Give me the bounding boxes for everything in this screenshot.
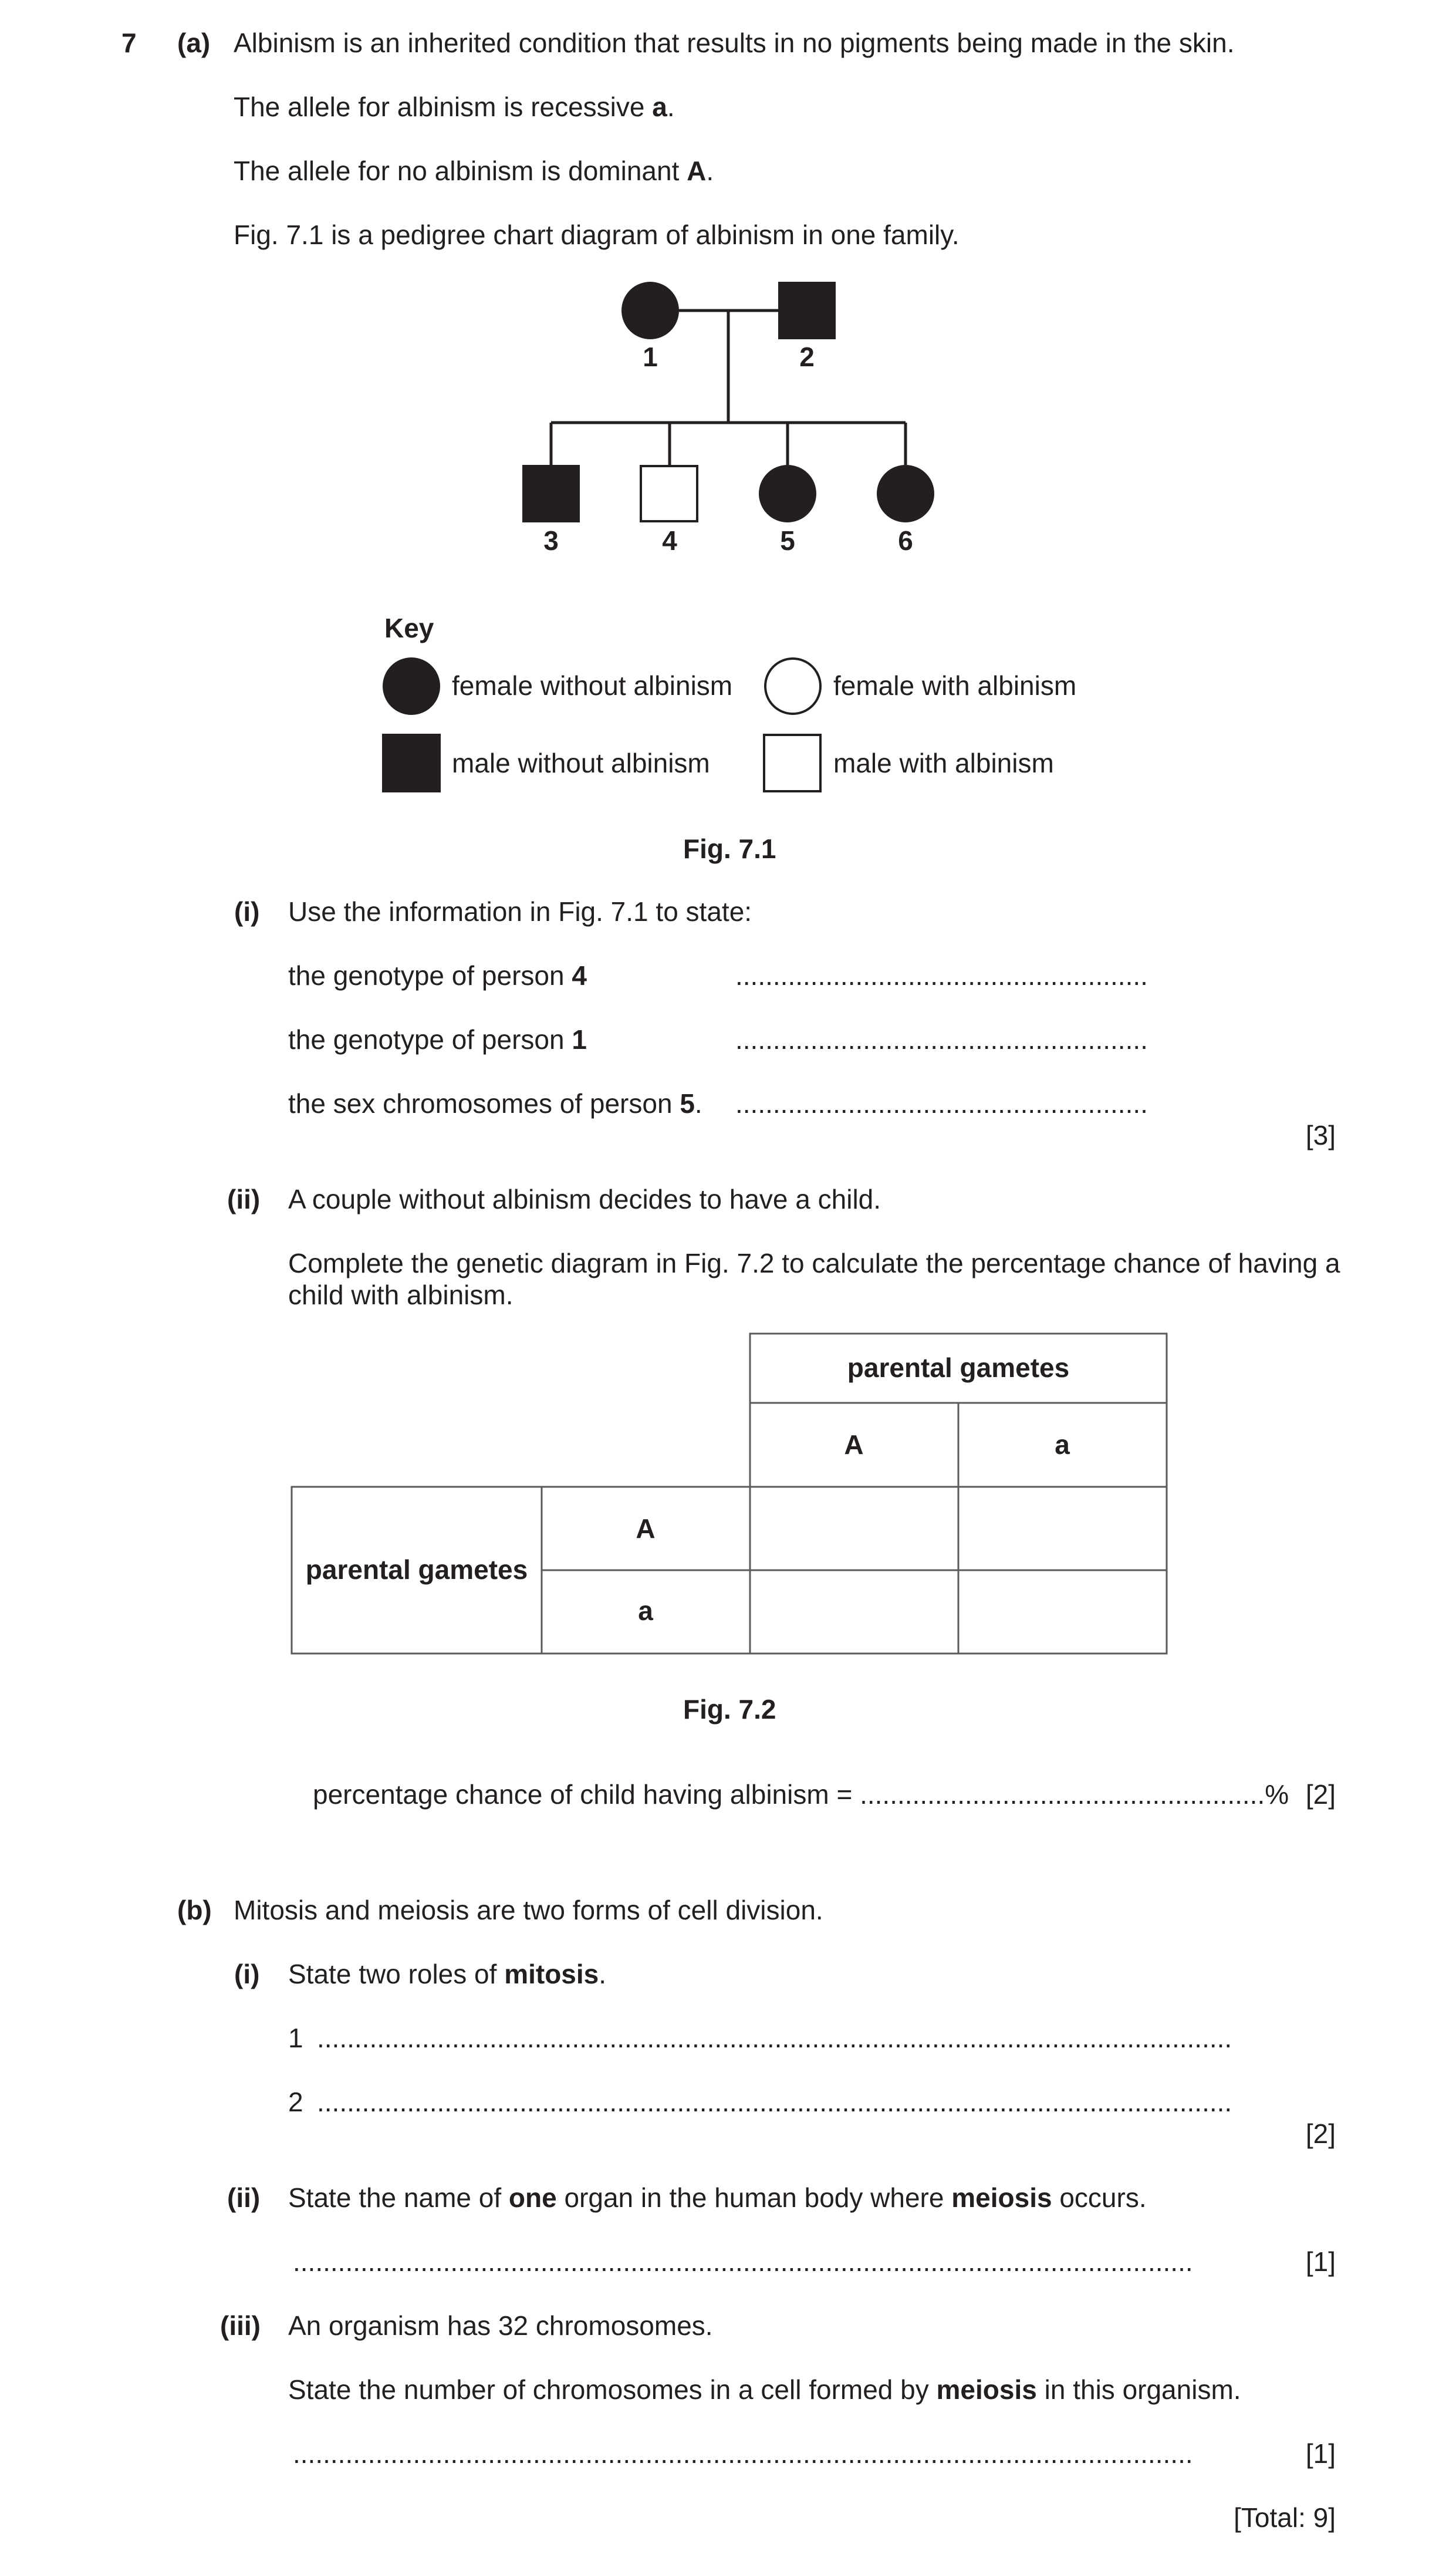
row-gamete-label-a: a xyxy=(638,1595,653,1626)
part-a-ii-prompt: A couple without albinism decides to have a child. xyxy=(288,1184,881,1214)
part-b-i-label: (i) xyxy=(234,1959,260,1989)
question-total-marks: [Total: 9] xyxy=(1234,2502,1336,2533)
offspring-cell-aa[interactable] xyxy=(958,1570,1167,1654)
chromosome-count-answer-line[interactable]: ........................................................................................................................ xyxy=(293,2440,1193,2468)
person-5-label: 5 xyxy=(780,525,795,556)
side-header-label: parental gametes xyxy=(305,1554,528,1585)
col-gamete-label-a: a xyxy=(1055,1429,1070,1460)
key-male-with-symbol xyxy=(763,734,822,792)
figure-7-2-caption: Fig. 7.2 xyxy=(683,1694,776,1725)
percentage-answer-line[interactable]: ...................................................... xyxy=(860,1779,1265,1810)
person-6-label: 6 xyxy=(898,525,913,556)
key-title: Key xyxy=(384,613,434,643)
person-3-label: 3 xyxy=(543,525,559,556)
col-gamete-label-A: A xyxy=(844,1429,864,1460)
genotype-person-1-answer-line[interactable]: ....................................................... xyxy=(735,1024,1148,1055)
genotype-person-1-label: the genotype of person 1 xyxy=(288,1024,587,1055)
figure-intro: Fig. 7.1 is a pedigree chart diagram of albinism in one family. xyxy=(234,220,960,250)
key-male-with-label: male with albinism xyxy=(833,748,1054,778)
part-b-i-marks: [2] xyxy=(1305,2118,1336,2149)
allele-recessive-text: The allele for albinism is recessive a. xyxy=(234,92,675,122)
genotype-person-4-label: the genotype of person 4 xyxy=(288,960,587,991)
person-3-male-symbol xyxy=(522,465,580,522)
part-b-ii-marks: [1] xyxy=(1305,2246,1336,2277)
key-female-with-symbol xyxy=(763,656,823,716)
offspring-cell-Aa-top[interactable] xyxy=(958,1487,1167,1570)
part-a-label: (a) xyxy=(177,28,211,58)
part-a-i-label: (i) xyxy=(234,896,260,927)
genotype-person-4-answer-line[interactable]: ....................................................... xyxy=(735,960,1148,991)
question-number: 7 xyxy=(121,28,137,58)
person-1-label: 1 xyxy=(643,342,658,372)
mitosis-role-1-answer-line[interactable]: .......................................................................................................................... xyxy=(317,2024,1232,2053)
genetic-diagram-punnett-square xyxy=(0,1321,1456,1661)
sex-chromosomes-person-5-label: the sex chromosomes of person 5. xyxy=(288,1088,702,1119)
mitosis-role-1-number: 1 xyxy=(288,2023,303,2053)
part-a-ii-label: (ii) xyxy=(227,1184,261,1214)
part-a-i-prompt: Use the information in Fig. 7.1 to state: xyxy=(288,896,752,927)
person-4-label: 4 xyxy=(662,525,677,556)
key-female-without-symbol xyxy=(381,656,441,716)
mitosis-role-2-number: 2 xyxy=(288,2087,303,2117)
person-5-female-symbol xyxy=(759,465,816,522)
part-b-iii-marks: [1] xyxy=(1305,2438,1336,2469)
key-female-without-label: female without albinism xyxy=(452,670,733,701)
mitosis-role-2-answer-line[interactable]: .......................................................................................................................... xyxy=(317,2088,1232,2117)
key-male-without-label: male without albinism xyxy=(452,748,710,778)
part-b-i-prompt: State two roles of mitosis. xyxy=(288,1959,607,1989)
row-gamete-label-A: A xyxy=(636,1513,656,1544)
part-b-iii-instruction: State the number of chromosomes in a cell formed by meiosis in this organism. xyxy=(288,2374,1241,2405)
part-a-ii-marks: [2] xyxy=(1305,1779,1336,1810)
offspring-cell-aA[interactable] xyxy=(750,1570,958,1654)
pedigree-chart xyxy=(0,0,1456,564)
part-a-ii-instruction-line-2: child with albinism. xyxy=(288,1280,514,1310)
part-b-label: (b) xyxy=(177,1895,212,1925)
meiosis-organ-answer-line[interactable]: ........................................................................................................................ xyxy=(293,2248,1193,2276)
percentage-answer-row: percentage chance of child having albinism = ......................................................% xyxy=(313,1779,1289,1810)
part-a-i-marks: [3] xyxy=(1305,1120,1336,1150)
key-female-with-label: female with albinism xyxy=(833,670,1077,701)
part-b-ii-label: (ii) xyxy=(227,2182,261,2213)
person-1-female-symbol xyxy=(621,282,679,339)
allele-dominant-text: The allele for no albinism is dominant A. xyxy=(234,156,714,186)
part-b-iii-prompt: An organism has 32 chromosomes. xyxy=(288,2310,713,2341)
person-2-male-symbol xyxy=(778,282,836,339)
part-b-iii-label: (iii) xyxy=(220,2310,261,2341)
person-4-male-symbol xyxy=(641,466,697,521)
part-b-intro: Mitosis and meiosis are two forms of cell division. xyxy=(234,1895,823,1925)
person-2-label: 2 xyxy=(799,342,815,372)
top-header-label: parental gametes xyxy=(847,1352,1070,1383)
offspring-cell-AA[interactable] xyxy=(750,1487,958,1570)
sex-chromosomes-person-5-answer-line[interactable]: ....................................................... xyxy=(735,1088,1148,1119)
person-6-female-symbol xyxy=(877,465,934,522)
part-b-ii-prompt: State the name of one organ in the human body where meiosis occurs. xyxy=(288,2182,1147,2213)
part-a-intro: Albinism is an inherited condition that results in no pigments being made in the skin. xyxy=(234,28,1235,58)
part-a-ii-instruction-line-1: Complete the genetic diagram in Fig. 7.2 to calculate the percentage chance of having a xyxy=(288,1248,1340,1278)
figure-7-1-caption: Fig. 7.1 xyxy=(683,834,776,864)
key-male-without-symbol xyxy=(382,734,441,792)
